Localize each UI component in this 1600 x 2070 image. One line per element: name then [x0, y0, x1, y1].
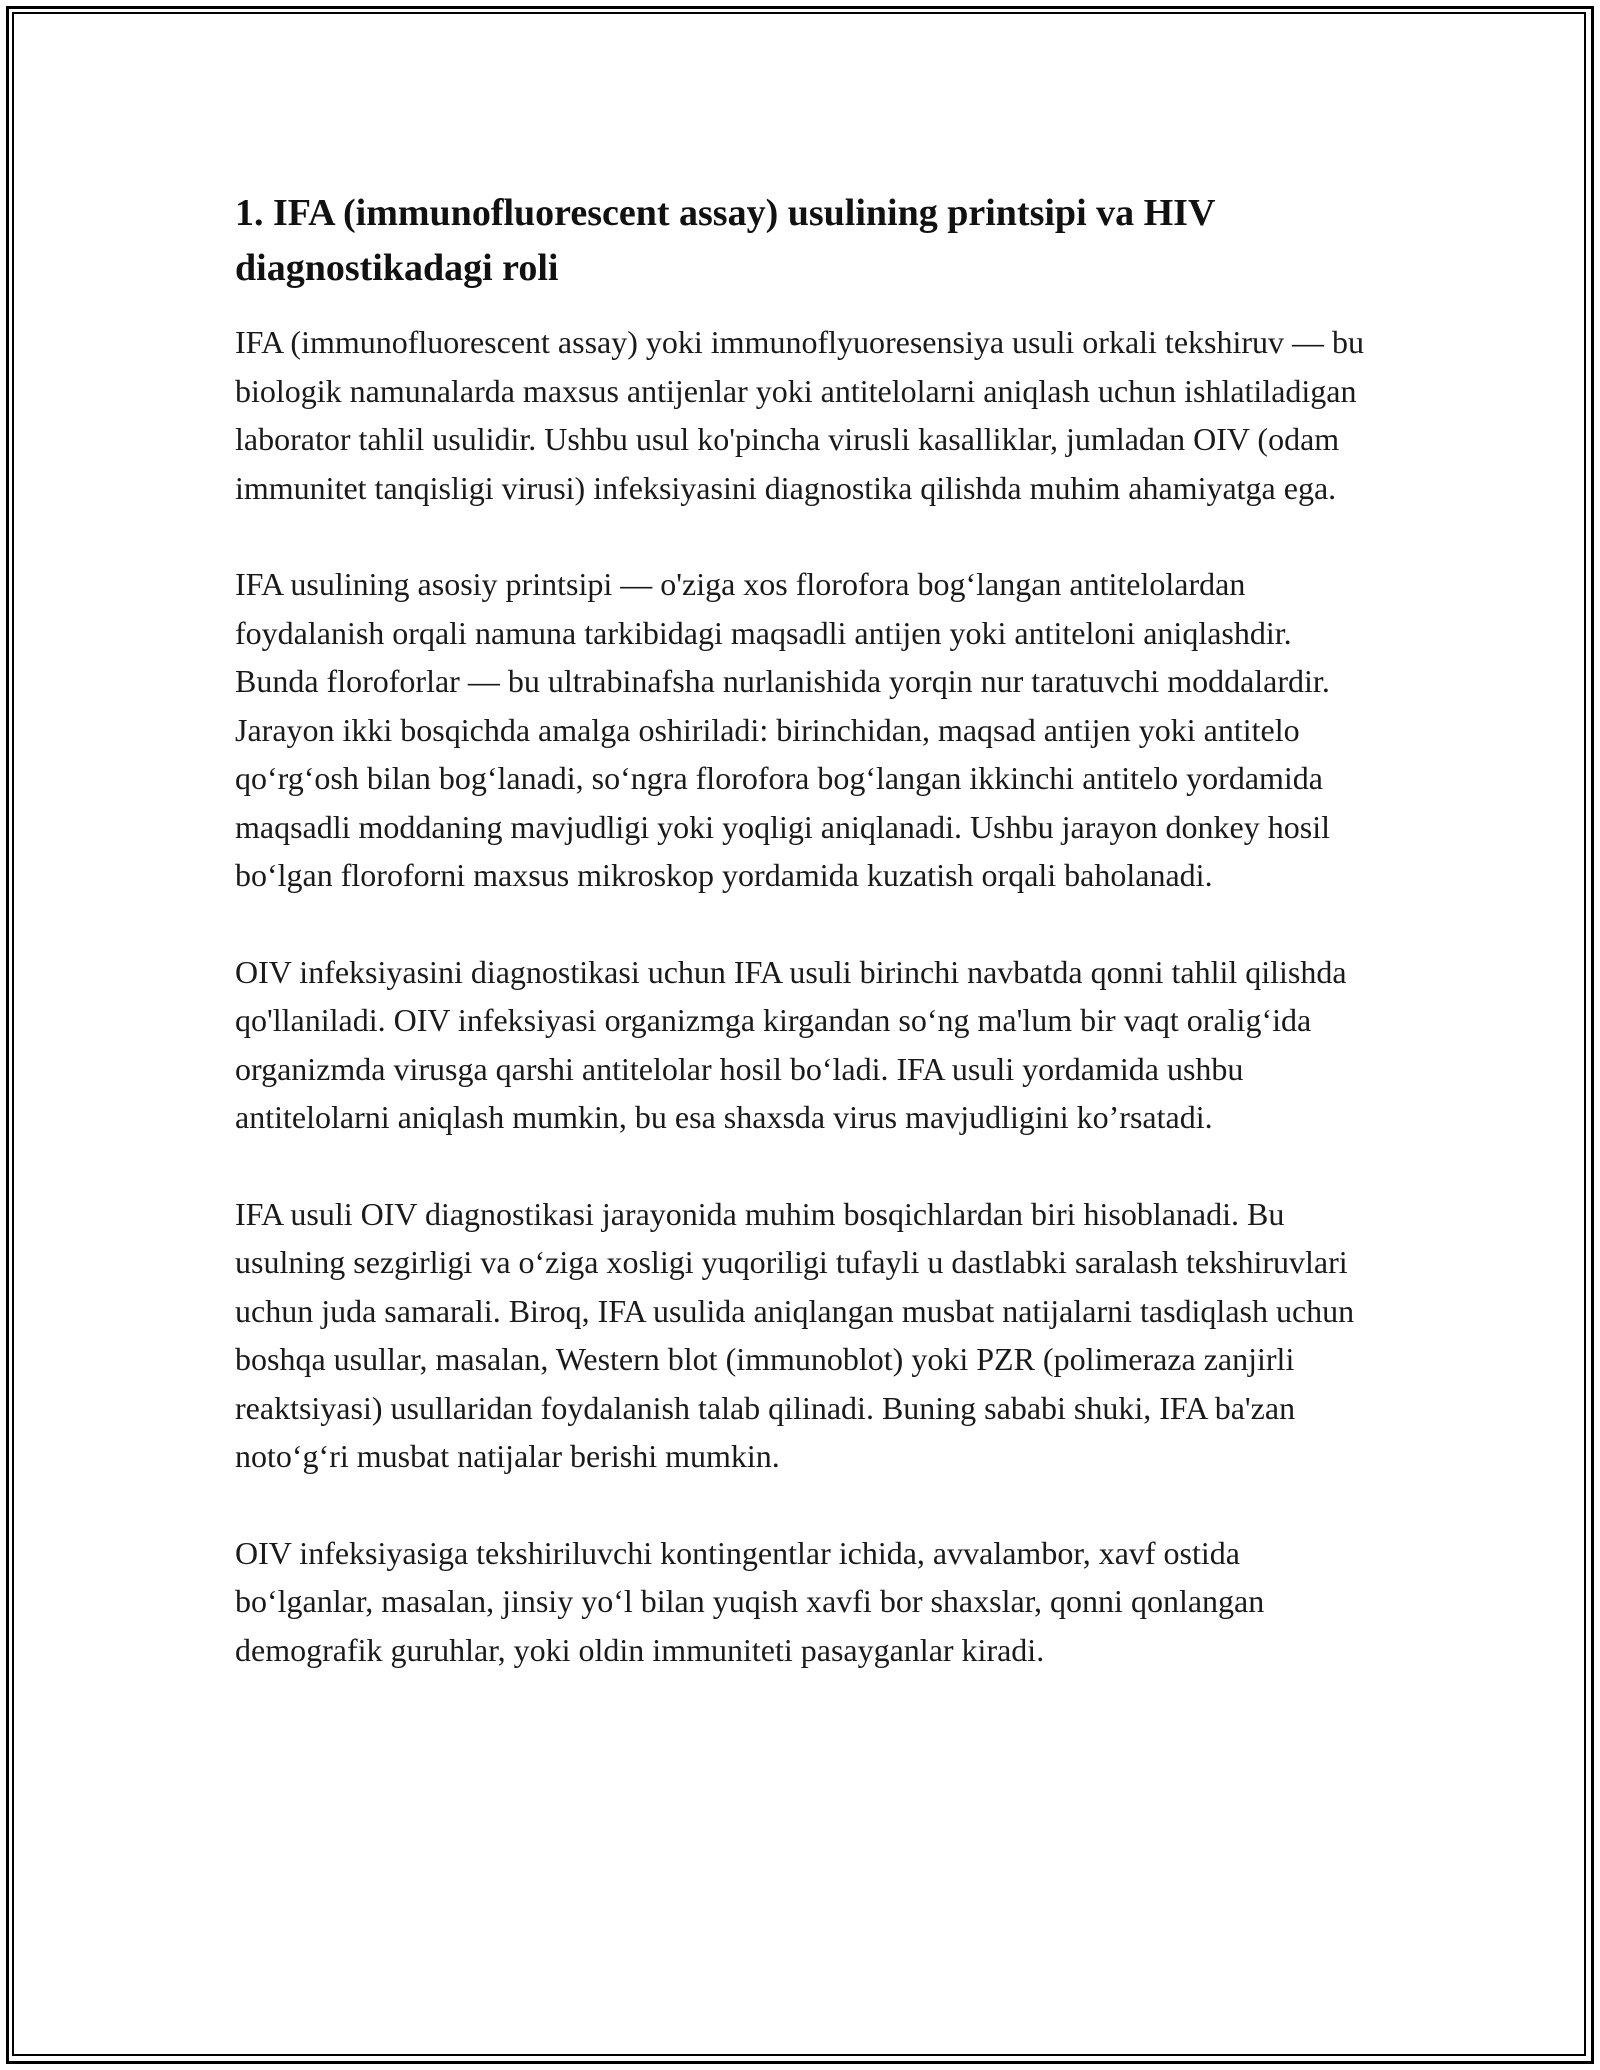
paragraph-4: IFA usuli OIV diagnostikasi jarayonida muhim bosqichlardan biri hisoblanadi. Bu usulning sezgirligi va o‘ziga xosligi yuqoriligi tufayli u dastlabki saralash tekshiruvlari uchun juda samarali. Biroq, IFA usulida aniqlangan musbat natijalarni tasdiqlash uchun boshqa usullar, masalan, Western blot (immunoblot) yoki PZR (polimeraza zanjirli reaktsiyasi) usullaridan foydalanish talab qilinadi. Buning sababi shuki, IFA ba'zan noto‘g‘ri musbat natijalar berishi mumkin.: [235, 1195, 1355, 1474]
paragraph-2: IFA usulining asosiy printsipi — o'ziga xos florofora bog‘langan antitelolardan foydalanish orqali namuna tarkibidagi maqsadli antijen yoki antiteloni aniqlashdir. Bunda floroforlar — bu ultrabinafsha nurlanishida yorqin nur taratuvchi moddalardir. Jarayon ikki bosqichda amalga oshiriladi: birinchidan, maqsad antijen yoki antitelo qo‘rg‘osh bilan bog‘lanadi, so‘ngra florofora bog‘langan ikkinchi antitelo yordamida maqsadli moddaning mavjudligi yoki yoqligi aniqlanadi. Ushbu jarayon donkey hosil bo‘lgan floroforni maxsus mikroskop yordamida kuzatish orqali baholanadi.: [235, 566, 1330, 893]
document-body: [235, 186, 1370, 1674]
paragraph-3: OIV infeksiyasini diagnostikasi uchun IFA usuli birinchi navbatda qonni tahlil qilishda qo'llaniladi. OIV infeksiyasi organizmga kirgandan so‘ng ma'lum bir vaqt oralig‘ida organizmda virusga qarshi antitelolar hosil bo‘ladi. IFA usuli yordamida ushbu antitelolarni aniqlash mumkin, bu esa shaxsda virus mavjudligini ko’rsatadi.: [235, 953, 1347, 1135]
section-title: 1. IFA (immunofluorescent assay) usulining printsipi va HIV diagnostikadagi roli: [235, 192, 1215, 289]
paragraph-5: OIV infeksiyasiga tekshiriluvchi kontingentlar ichida, avvalambor, xavf ostida bo‘lganlar, masalan, jinsiy yo‘l bilan yuqish xavfi bor shaxslar, qonni qonlangan demografik guruhlar, yoki oldin immuniteti pasayganlar kiradi.: [235, 1534, 1265, 1668]
paragraph-1: IFA (immunofluorescent assay) yoki immunoflyuoresensiya usuli orkali tekshiruv — bu biologik namunalarda maxsus antijenlar yoki antitelolarni aniqlash uchun ishlatiladigan laborator tahlil usulidir. Ushbu usul ko'pincha virusli kasalliklar, jumladan OIV (odam immunitet tanqisligi virusi) infeksiyasini diagnostika qilishda muhim ahamiyatga ega.: [235, 324, 1365, 506]
